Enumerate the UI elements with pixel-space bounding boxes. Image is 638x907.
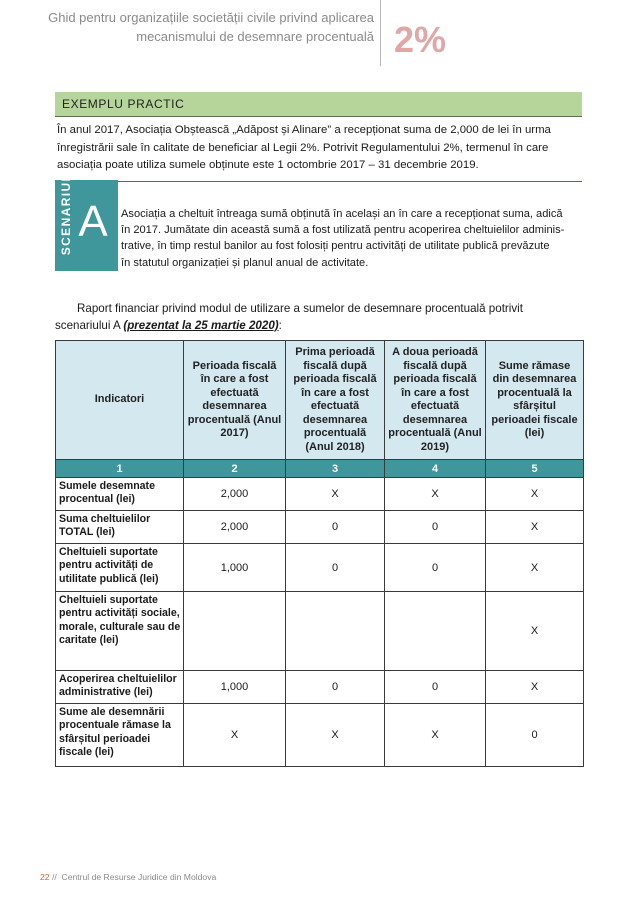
table-row [56, 511, 584, 544]
cell-remaining: X [486, 671, 584, 704]
header-line-2: mecanismului de desemnare procentuală [136, 29, 374, 44]
page-footer [40, 872, 216, 882]
cell-2018: 0 [286, 544, 385, 592]
cell-remaining: X [486, 478, 584, 511]
logo-text: 2% [394, 19, 447, 60]
cell-2017 [184, 592, 286, 671]
row-label: Sume ale desemnării procentuale rămase la sfârșitul perioadei fiscale (lei) [56, 704, 184, 767]
intro-line-2-prefix: scenariului A [55, 319, 124, 332]
practical-example-title: EXEMPLU PRACTIC [55, 92, 582, 117]
column-number: 5 [486, 460, 584, 478]
row-label: Sumele desemnate procentual (lei) [56, 478, 184, 511]
example-line: înregistrării sale în calitate de beneficiar al Legii 2%. Potrivit Regulamentului 2%, termenul în care [57, 141, 549, 154]
example-line: asociația poate utiliza sumele obținute este 1 octombrie 2017 – 31 decembrie 2019. [57, 159, 479, 172]
report-date: (prezentat la 25 martie 2020) [123, 319, 279, 332]
table-row [56, 704, 584, 767]
cell-2017: 1,000 [184, 544, 286, 592]
row-label: Cheltuieli suportate pentru activități sociale, morale, culturale sau de caritate (lei) [56, 592, 184, 671]
example-line: În anul 2017, Asociația Obștească „Adăpost și Alinare” a recepționat suma de 2,000 de lei în urma [57, 124, 551, 136]
intro-line-1: Raport financiar privind modul de utilizare a sumelor de desemnare procentuală potrivit [77, 302, 523, 315]
cell-remaining: 0 [486, 704, 584, 767]
cell-2017: 2,000 [184, 478, 286, 511]
scenario-line: Asociația a cheltuit întreaga sumă obținută în același an în care a recepționat suma, adică [121, 208, 563, 220]
cell-2019: X [385, 478, 486, 511]
column-number: 3 [286, 460, 385, 478]
practical-example-box [55, 92, 582, 182]
column-number: 4 [385, 460, 486, 478]
cell-remaining: X [486, 511, 584, 544]
column-number-row [56, 460, 584, 478]
cell-2018: 0 [286, 671, 385, 704]
column-number: 1 [56, 460, 184, 478]
table-row [56, 544, 584, 592]
cell-2018: X [286, 704, 385, 767]
scenario-line: în statutul organizației și planul anual de activitate. [121, 256, 369, 269]
scenario-word [54, 168, 79, 259]
cell-2019: 0 [385, 511, 486, 544]
scenario-description [121, 206, 584, 271]
page-header [48, 8, 374, 46]
header-remaining: Sume rămase din desemnarea procentuală la sfârșitul perioadei fiscale (lei) [486, 341, 584, 460]
table-row [56, 478, 584, 511]
cell-2019: 0 [385, 671, 486, 704]
header-indicators: Indicatori [56, 341, 184, 460]
row-label: Suma cheltuielilor TOTAL (lei) [56, 511, 184, 544]
row-label: Cheltuieli suportate pentru activități de utilitate publică (lei) [56, 544, 184, 592]
column-number: 2 [184, 460, 286, 478]
cell-remaining: X [486, 592, 584, 671]
scenario-letter: A [78, 197, 108, 246]
intro-line-2-suffix: : [278, 319, 282, 332]
footer-text: Centrul de Resurse Juridice din Moldova [61, 872, 217, 882]
header-period-2017: Perioada fiscală în care a fost efectuată desemnarea procentuală (Anul 2017) [184, 341, 286, 460]
cell-2017: X [184, 704, 286, 767]
cell-2018 [286, 592, 385, 671]
practical-example-text [55, 117, 582, 182]
cell-2019: 0 [385, 544, 486, 592]
header-period-2019: A doua perioadă fiscală după perioada fiscală în care a fost efectuată desemnarea procentuală (Anul 2019) [385, 341, 486, 460]
header-line-1: Ghid pentru organizațiile societății civile privind aplicarea [48, 10, 374, 25]
cell-2018: X [286, 478, 385, 511]
cell-2019 [385, 592, 486, 671]
table-header-row [56, 341, 584, 460]
financial-report-table [55, 340, 584, 767]
cell-2017: 1,000 [184, 671, 286, 704]
header-period-2018: Prima perioadă fiscală după perioada fiscală în care a fost efectuată desemnarea procentuală (Anul 2018) [286, 341, 385, 460]
scenario-line: în 2017. Jumătate din această sumă a fost utilizată pentru acoperirea cheltuielilor adminis- [121, 224, 565, 237]
table-row [56, 671, 584, 704]
cell-2018: 0 [286, 511, 385, 544]
report-intro [55, 300, 582, 334]
row-label: Acoperirea cheltuielilor administrative (lei) [56, 671, 184, 704]
two-percent-logo [392, 18, 447, 60]
cell-2019: X [385, 704, 486, 767]
header-divider [380, 0, 381, 66]
footer-separator: // [51, 872, 57, 882]
table-row [56, 592, 584, 671]
scenario-label: SCENARIUL [59, 172, 73, 256]
cell-2017: 2,000 [184, 511, 286, 544]
page-number: 22 [40, 872, 50, 882]
cell-remaining: X [486, 544, 584, 592]
scenario-line: trative, în timp restul banilor au fost folosiți pentru activități de utilitate publică prevăzute [121, 240, 550, 253]
